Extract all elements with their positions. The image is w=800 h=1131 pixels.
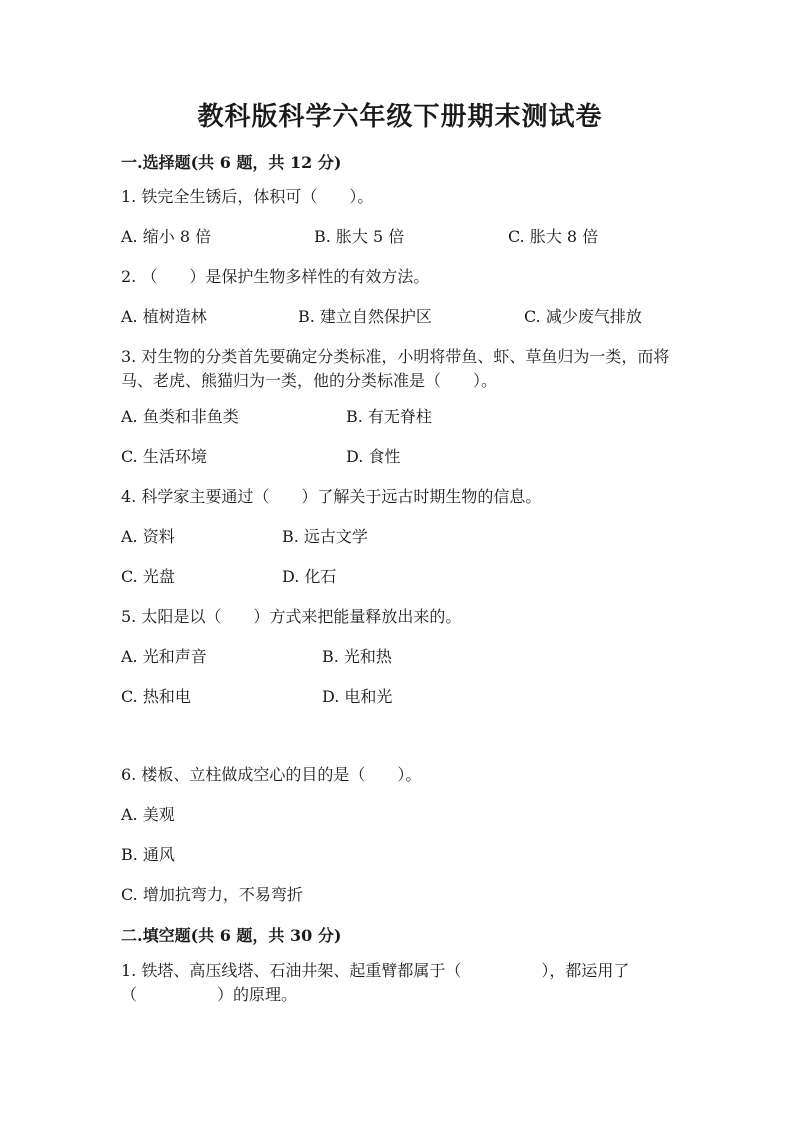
q2-option-c: C. 减少废气排放 <box>524 307 642 326</box>
fill-question-1: 1. 铁塔、高压线塔、石油井架、起重臂都属于（ ），都运用了（ ）的原理。 <box>121 961 630 1004</box>
q5-option-a: A. 光和声音 <box>121 647 207 666</box>
q2-option-b: B. 建立自然保护区 <box>298 307 432 326</box>
q5-option-c: C. 热和电 <box>121 687 191 706</box>
q4-option-c: C. 光盘 <box>121 567 175 586</box>
q1-option-a: A. 缩小 8 倍 <box>121 227 212 246</box>
q4-option-d: D. 化石 <box>282 567 337 586</box>
question-3: 3. 对生物的分类首先要确定分类标准，小明将带鱼、虾、草鱼归为一类，而将马、老虎、熊猫归为一类，他的分类标准是（ ）。 <box>121 347 670 390</box>
q4-option-a: A. 资料 <box>121 527 175 546</box>
page-title: 教科版科学六年级下册期末测试卷 <box>197 102 603 132</box>
q3-option-c: C. 生活环境 <box>121 447 207 466</box>
q3-option-b: B. 有无脊柱 <box>346 407 432 426</box>
question-6: 6. 楼板、立柱做成空心的目的是（ ）。 <box>121 765 422 784</box>
q6-option-c: C. 增加抗弯力，不易弯折 <box>121 885 303 904</box>
section-heading-fill: 二.填空题(共 6 题，共 30 分) <box>121 926 342 945</box>
q6-option-a: A. 美观 <box>121 805 175 824</box>
q1-option-c: C. 胀大 8 倍 <box>508 227 599 246</box>
question-4: 4. 科学家主要通过（ ）了解关于远古时期生物的信息。 <box>121 487 542 506</box>
q1-option-b: B. 胀大 5 倍 <box>314 227 405 246</box>
q6-option-b: B. 通风 <box>121 845 175 864</box>
q4-option-b: B. 远古文学 <box>282 527 368 546</box>
question-1: 1. 铁完全生锈后，体积可（ ）。 <box>121 187 374 206</box>
q3-option-a: A. 鱼类和非鱼类 <box>121 407 239 426</box>
q5-option-b: B. 光和热 <box>322 647 392 666</box>
question-5: 5. 太阳是以（ ）方式来把能量释放出来的。 <box>121 607 462 626</box>
q3-option-d: D. 食性 <box>346 447 401 466</box>
q5-option-d: D. 电和光 <box>322 687 393 706</box>
q2-option-a: A. 植树造林 <box>121 307 207 326</box>
section-heading-choice: 一.选择题(共 6 题，共 12 分) <box>121 153 342 172</box>
question-2: 2. （ ）是保护生物多样性的有效方法。 <box>121 267 430 286</box>
